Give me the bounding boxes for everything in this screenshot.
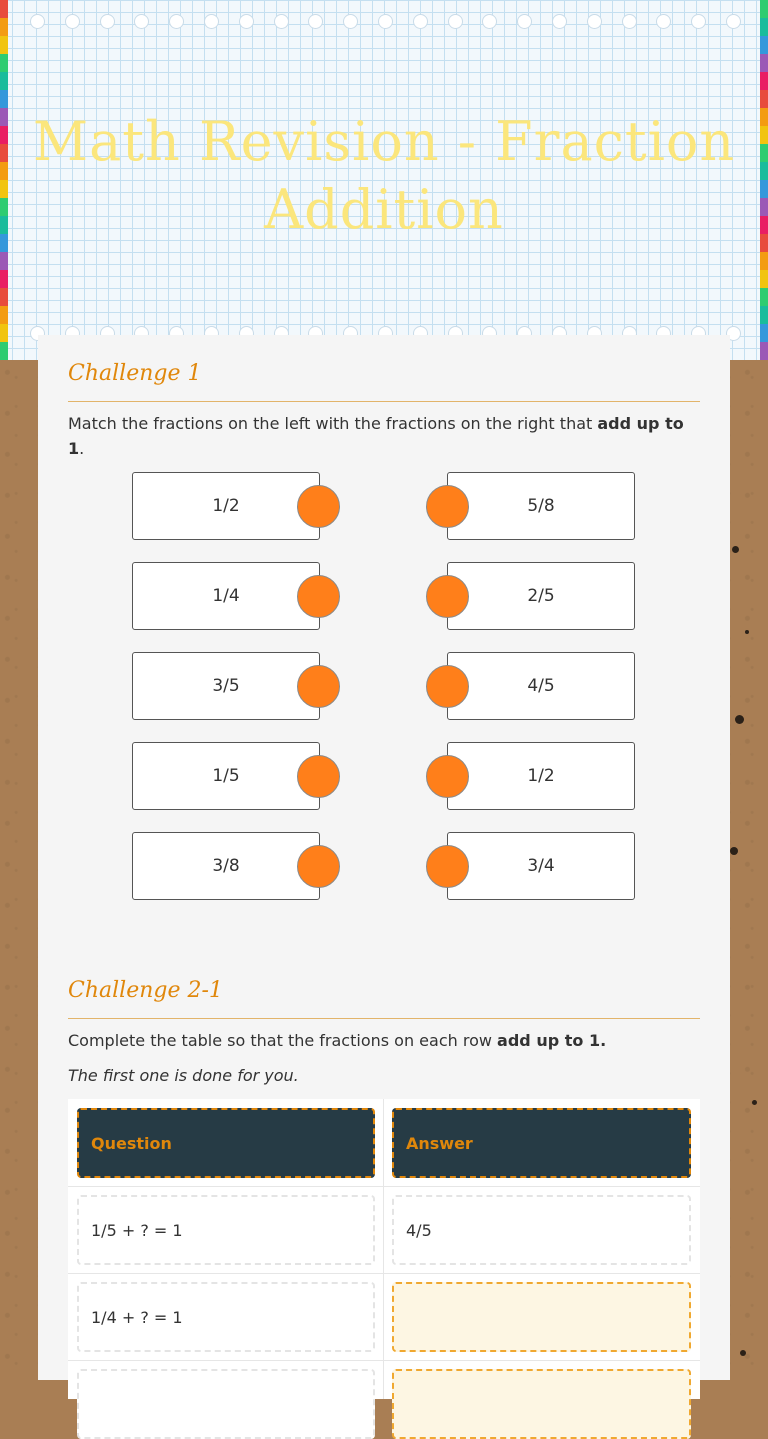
instruction-suffix: . (79, 439, 85, 458)
challenge1-instruction (68, 411, 703, 461)
table-header-answer: Answer (392, 1108, 691, 1178)
left-match-handle[interactable] (297, 575, 340, 618)
right-match-handle[interactable] (426, 485, 469, 528)
color-stripe (760, 90, 768, 108)
right-match-handle[interactable] (426, 845, 469, 888)
left-match-handle[interactable] (297, 485, 340, 528)
punch-hole (343, 14, 358, 29)
color-stripe (760, 72, 768, 90)
page-title: Math Revision - Fraction Addition (32, 110, 736, 241)
color-stripe (0, 324, 8, 342)
punch-hole (552, 14, 567, 29)
background-speck (730, 847, 738, 855)
punch-hole (482, 14, 497, 29)
left-match-handle[interactable] (297, 845, 340, 888)
punch-hole (169, 14, 184, 29)
background-speck (752, 1100, 757, 1105)
color-stripe (0, 72, 8, 90)
color-stripe (760, 18, 768, 36)
color-stripe (0, 288, 8, 306)
punch-hole (134, 14, 149, 29)
table-divider (68, 1360, 700, 1361)
punch-hole (239, 14, 254, 29)
table-divider (68, 1186, 700, 1187)
challenge1-heading: Challenge 1 (68, 361, 202, 386)
right-fraction-box: 2/5 (447, 562, 635, 630)
color-stripe (0, 342, 8, 360)
color-stripe (0, 90, 8, 108)
right-fraction-box: 3/4 (447, 832, 635, 900)
color-stripe (0, 18, 8, 36)
background-speck (740, 1350, 746, 1356)
challenge2-instruction (68, 1028, 703, 1053)
color-stripe (0, 306, 8, 324)
color-stripe (0, 0, 8, 18)
left-match-handle[interactable] (297, 665, 340, 708)
challenge1-divider (68, 401, 700, 402)
punch-hole (378, 14, 393, 29)
punch-hole (100, 14, 115, 29)
punch-hole (204, 14, 219, 29)
punch-hole (622, 14, 637, 29)
color-stripe (760, 0, 768, 18)
table-column-divider (383, 1099, 384, 1399)
punch-hole (448, 14, 463, 29)
punch-hole (517, 14, 532, 29)
right-fraction-box: 4/5 (447, 652, 635, 720)
challenge2-note: The first one is done for you. (68, 1066, 299, 1085)
color-stripe (0, 270, 8, 288)
graph-paper-header (0, 0, 768, 360)
punch-hole (656, 14, 671, 29)
worksheet-card (38, 335, 730, 1380)
punch-hole (726, 14, 741, 29)
left-fraction-box: 1/5 (132, 742, 320, 810)
punch-hole (308, 14, 323, 29)
challenge2-heading: Challenge 2-1 (68, 978, 223, 1003)
challenge2-divider (68, 1018, 700, 1019)
instruction-bold: add up to 1. (497, 1031, 607, 1050)
color-stripe (760, 288, 768, 306)
punch-hole (587, 14, 602, 29)
instruction-bold: add up to 1 (68, 414, 684, 458)
left-fraction-box: 3/5 (132, 652, 320, 720)
background-speck (745, 630, 749, 634)
right-fraction-box: 1/2 (447, 742, 635, 810)
color-stripe (760, 270, 768, 288)
punch-hole (65, 14, 80, 29)
instruction-text: Match the fractions on the left with the fractions on the right that (68, 414, 598, 433)
left-fraction-box: 1/4 (132, 562, 320, 630)
punch-hole (274, 14, 289, 29)
table-row-answer: 4/5 (392, 1195, 691, 1265)
color-stripe (760, 342, 768, 360)
color-stripe (760, 306, 768, 324)
right-fraction-box: 5/8 (447, 472, 635, 540)
color-stripe (760, 252, 768, 270)
fraction-table (68, 1099, 700, 1399)
background-speck (735, 715, 744, 724)
right-match-handle[interactable] (426, 665, 469, 708)
color-stripe (760, 324, 768, 342)
color-stripe (0, 36, 8, 54)
table-header-question: Question (77, 1108, 375, 1178)
color-stripe (0, 54, 8, 72)
left-fraction-box: 3/8 (132, 832, 320, 900)
punch-hole (30, 14, 45, 29)
left-fraction-box: 1/2 (132, 472, 320, 540)
table-row-question: 1/4 + ? = 1 (77, 1282, 375, 1352)
right-match-handle[interactable] (426, 755, 469, 798)
punch-hole (413, 14, 428, 29)
right-match-handle[interactable] (426, 575, 469, 618)
color-stripe (0, 252, 8, 270)
color-stripe (760, 36, 768, 54)
left-match-handle[interactable] (297, 755, 340, 798)
table-row-question: 1/5 + ? = 1 (77, 1195, 375, 1265)
punch-hole (691, 14, 706, 29)
table-divider (68, 1273, 700, 1274)
top-punch-holes (0, 14, 768, 34)
background-speck (732, 546, 739, 553)
instruction-text: Complete the table so that the fractions on each row (68, 1031, 498, 1050)
color-stripe (760, 54, 768, 72)
answer-input[interactable] (392, 1282, 691, 1352)
